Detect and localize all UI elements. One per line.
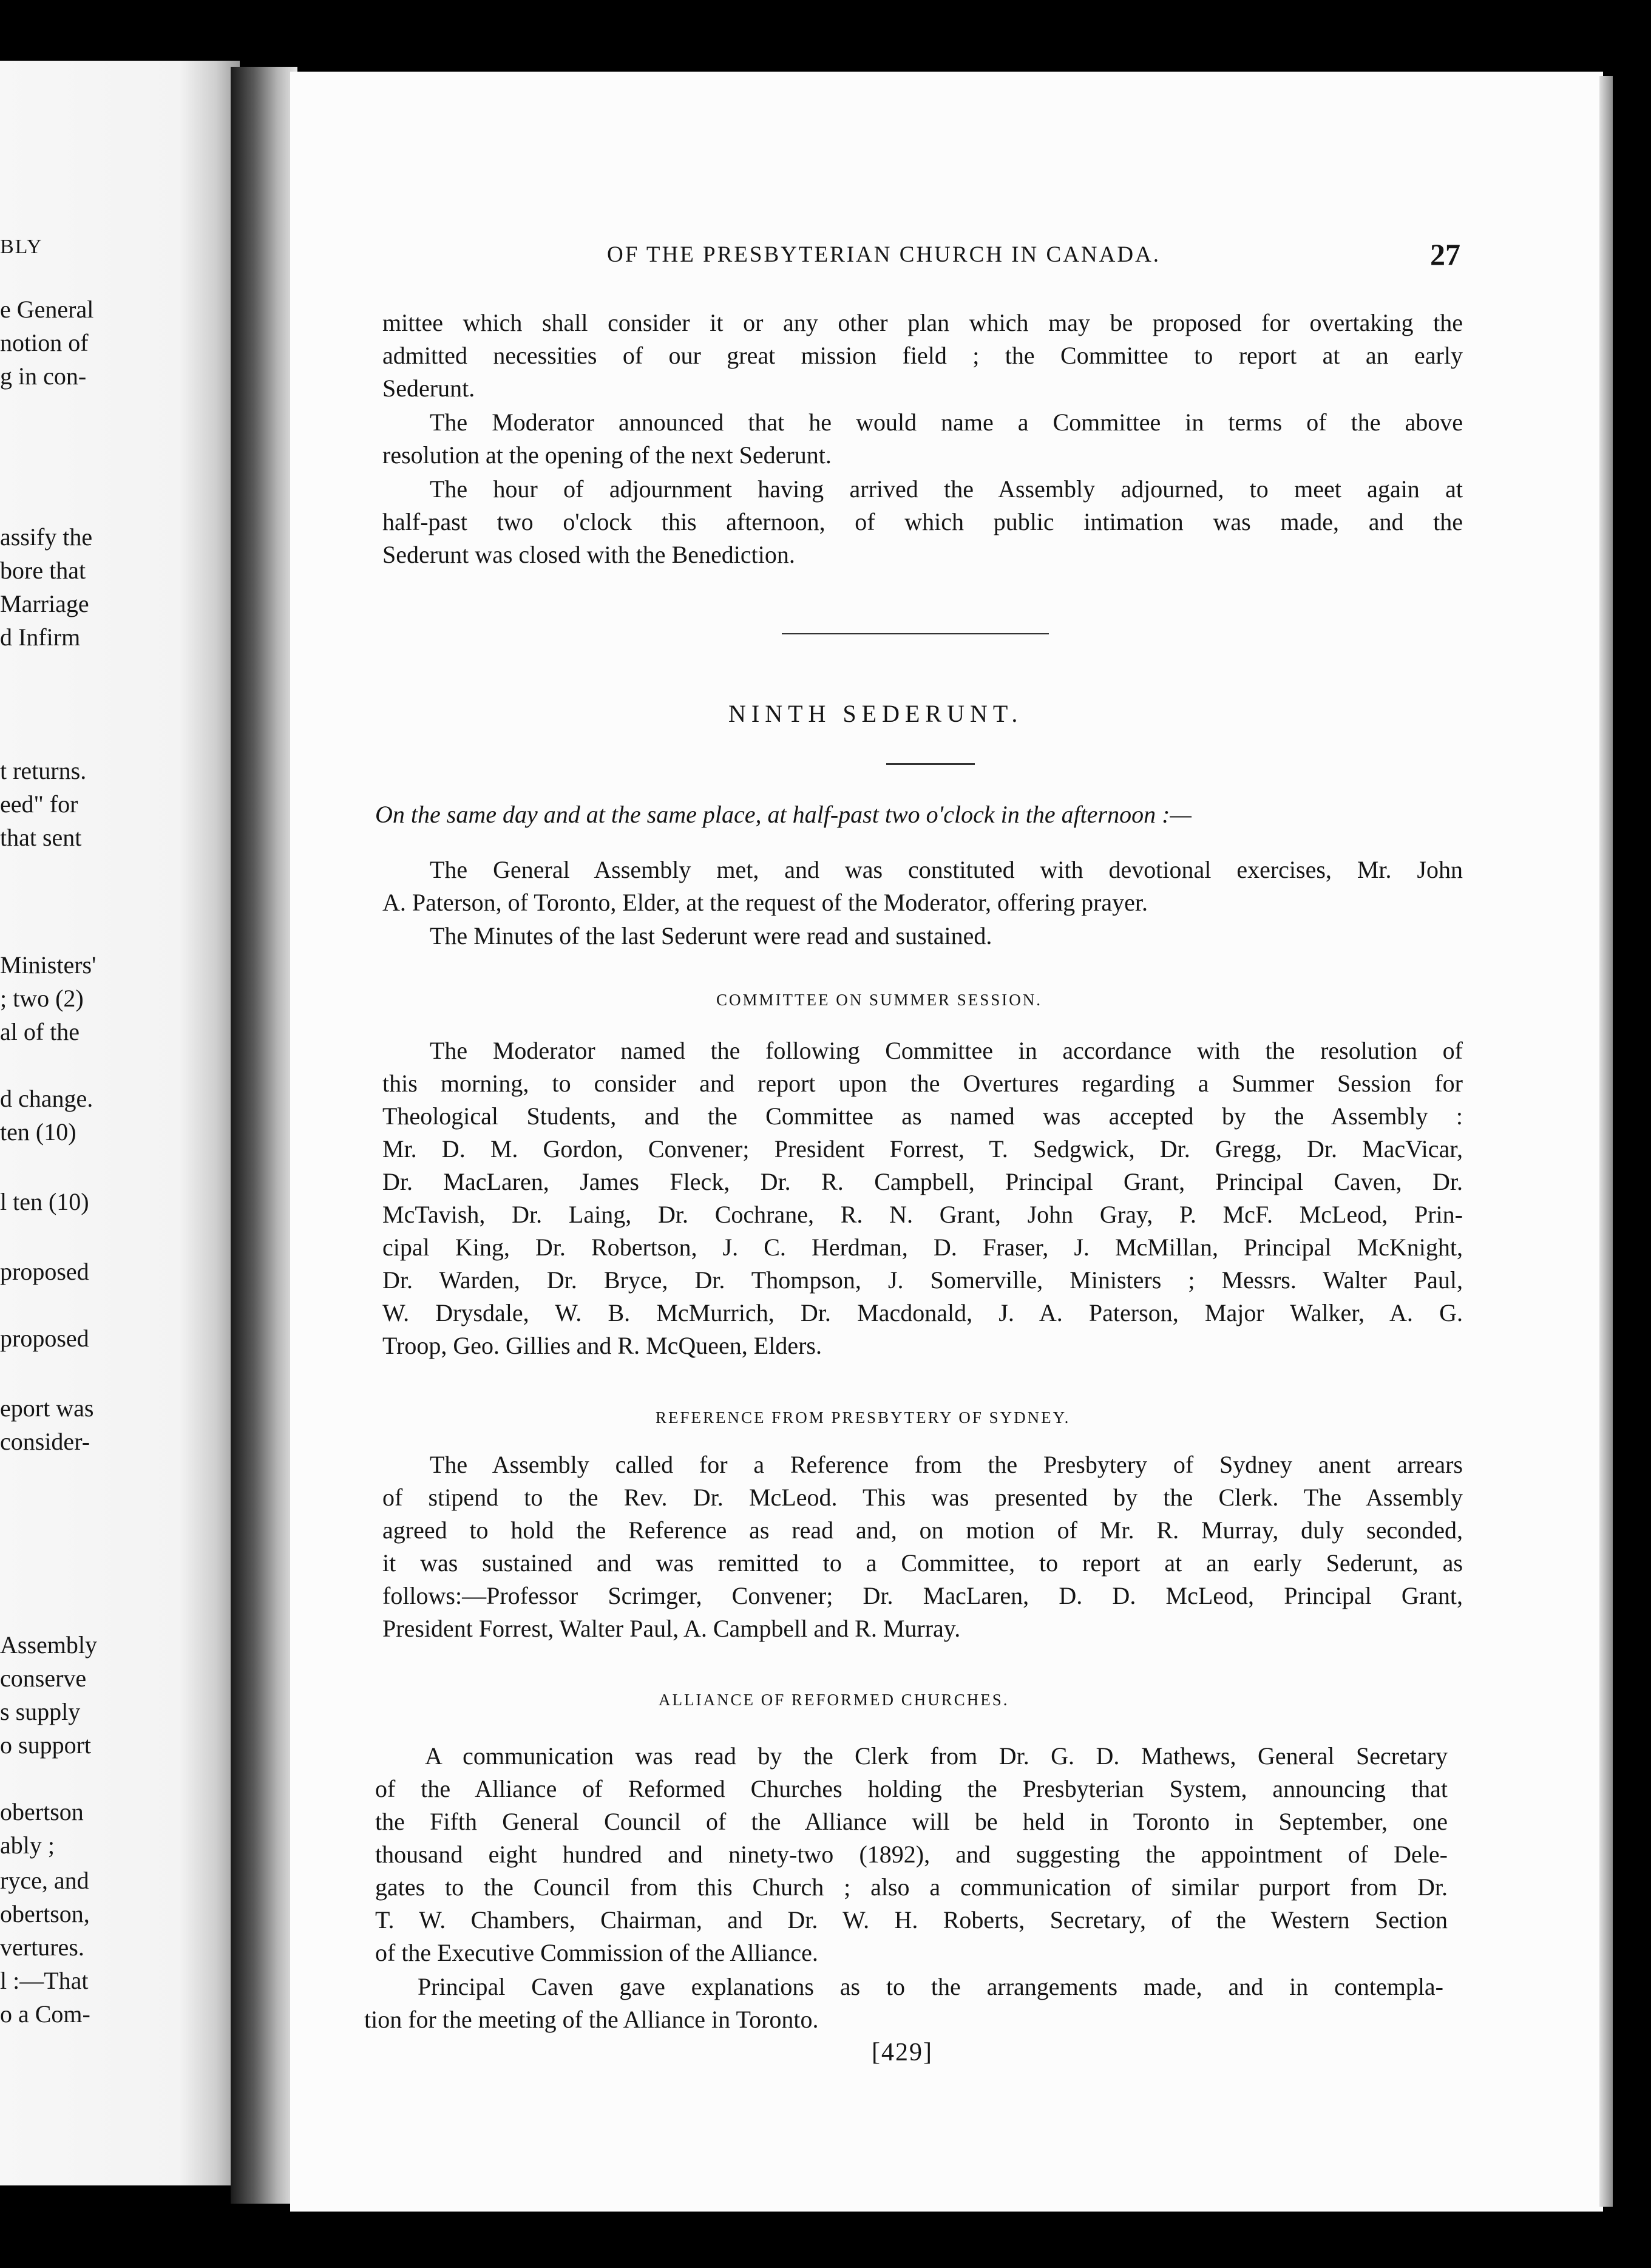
body-line: W. Drysdale, W. B. McMurrich, Dr. Macdonald, J. A. Paterson, Major Walker, A. G. [382,1299,1463,1326]
folio-number: [429] [872,2039,933,2066]
left-line: conserve [0,1665,87,1692]
section-heading-alliance: ALLIANCE OF REFORMED CHURCHES. [659,1691,1009,1709]
left-line: o a Com- [0,2000,90,2028]
left-line: l :—That [0,1967,89,1994]
left-line: e General [0,296,94,323]
left-line: proposed [0,1325,89,1352]
body-line: Dr. Warden, Dr. Bryce, Dr. Thompson, J. Somerville, Ministers ; Messrs. Walter Paul, [382,1266,1463,1294]
left-line: eport was [0,1394,94,1422]
body-line: mittee which shall consider it or any other plan which may be proposed for overtaking the [382,309,1463,336]
body-line: it was sustained and was remitted to a Committee, to report at an early Sederunt, as [382,1549,1463,1577]
body-line: Mr. D. M. Gordon, Convener; President Forrest, T. Sedgwick, Dr. Gregg, Dr. MacVicar, [382,1135,1463,1163]
left-line: t returns. [0,757,87,784]
body-line: T. W. Chambers, Chairman, and Dr. W. H. Roberts, Secretary, of the Western Section [375,1906,1448,1934]
body-line: Sederunt was closed with the Benediction. [382,541,795,568]
body-line: of the Executive Commission of the Alliance. [375,1939,818,1966]
body-line: half-past two o'clock this afternoon, of which public intimation was made, and the [382,508,1463,535]
body-line: of the Alliance of Reformed Churches holding the Presbyterian System, announcing that [375,1775,1448,1802]
body-line: A. Paterson, of Toronto, Elder, at the request of the Moderator, offering prayer. [382,889,1148,916]
body-line: cipal King, Dr. Robertson, J. C. Herdman, D. Fraser, J. McMillan, Principal McKnight, [382,1234,1463,1261]
body-line: this morning, to consider and report upon the Overtures regarding a Summer Session for [382,1070,1463,1097]
body-line: A communication was read by the Clerk from Dr. G. D. Mathews, General Secretary [425,1742,1448,1770]
left-line: g in con- [0,362,87,390]
body-line: Principal Caven gave explanations as to the arrangements made, and in contempla- [418,1973,1443,2000]
body-line: gates to the Council from this Church ; also a communication of similar purport from Dr. [375,1873,1448,1901]
body-line: tion for the meeting of the Alliance in Toronto. [364,2006,819,2033]
left-line: eed" for [0,790,78,818]
left-page [0,61,240,2185]
body-line: Sederunt. [382,375,475,402]
section-heading-sydney: REFERENCE FROM PRESBYTERY OF SYDNEY. [656,1408,1071,1427]
body-line: The Moderator announced that he would name a Committee in terms of the above [430,409,1463,436]
body-line: admitted necessities of our great mission field ; the Committee to report at an early [382,342,1463,369]
heading-underline [886,763,975,765]
left-line: Ministers' [0,951,97,979]
running-head: OF THE PRESBYTERIAN CHURCH IN CANADA. [607,242,1161,267]
left-line: consider- [0,1428,90,1455]
body-line: Theological Students, and the Committee as named was accepted by the Assembly : [382,1102,1463,1130]
body-line: agreed to hold the Reference as read and, on motion of Mr. R. Murray, duly seconded, [382,1516,1463,1544]
sederunt-heading: NINTH SEDERUNT. [728,700,1023,727]
body-line: The General Assembly met, and was constituted with devotional exercises, Mr. John [430,856,1463,883]
left-line: d change. [0,1085,93,1112]
body-line: McTavish, Dr. Laing, Dr. Cochrane, R. N. Grant, John Gray, P. McF. McLeod, Prin- [382,1201,1463,1228]
left-line: ably ; [0,1832,55,1859]
left-line: ten (10) [0,1118,76,1146]
body-line: The Moderator named the following Committee in accordance with the resolution of [430,1037,1463,1064]
left-line: o support [0,1731,91,1759]
body-line: Troop, Geo. Gillies and R. McQueen, Elders. [382,1332,822,1359]
left-line: al of the [0,1018,80,1045]
left-line: obertson, [0,1900,90,1927]
body-line: thousand eight hundred and ninety-two (1892), and suggesting the appointment of Dele- [375,1841,1448,1868]
left-running-head: BLY [0,236,43,258]
body-line: Dr. MacLaren, James Fleck, Dr. R. Campbell, Principal Grant, Principal Caven, Dr. [382,1168,1463,1195]
section-divider [782,633,1049,634]
left-line: l ten (10) [0,1188,89,1215]
left-line: obertson [0,1798,84,1825]
body-line: the Fifth General Council of the Alliance will be held in Toronto in September, one [375,1808,1448,1835]
left-line: Assembly [0,1631,97,1659]
body-line: The hour of adjournment having arrived the Assembly adjourned, to meet again at [430,475,1463,503]
left-line: ryce, and [0,1867,89,1894]
left-line: Marriage [0,590,89,617]
page-number: 27 [1430,237,1460,271]
left-line: notion of [0,329,89,356]
body-line: resolution at the opening of the next Sederunt. [382,441,832,469]
book-gutter [231,67,297,2204]
left-line: assify the [0,523,93,551]
italic-intro: On the same day and at the same place, at half-past two o'clock in the afternoon :— [375,801,1192,828]
left-line: s supply [0,1698,81,1725]
left-line: proposed [0,1258,89,1285]
body-line: of stipend to the Rev. Dr. McLeod. This was presented by the Clerk. The Assembly [382,1484,1463,1511]
body-line: President Forrest, Walter Paul, A. Campbell and R. Murray. [382,1615,961,1642]
left-line: that sent [0,824,82,851]
section-heading-summer-session: COMMITTEE ON SUMMER SESSION. [716,991,1043,1009]
left-line: d Infirm [0,623,81,651]
page-edge [1599,76,1613,2207]
body-line: follows:—Professor Scrimger, Convener; Dr. MacLaren, D. D. McLeod, Principal Grant, [382,1582,1463,1609]
left-line: vertures. [0,1934,84,1961]
body-line: The Assembly called for a Reference from the Presbytery of Sydney anent arrears [430,1451,1463,1478]
left-line: ; two (2) [0,985,84,1012]
body-line: The Minutes of the last Sederunt were read and sustained. [430,922,992,949]
left-line: bore that [0,557,86,584]
